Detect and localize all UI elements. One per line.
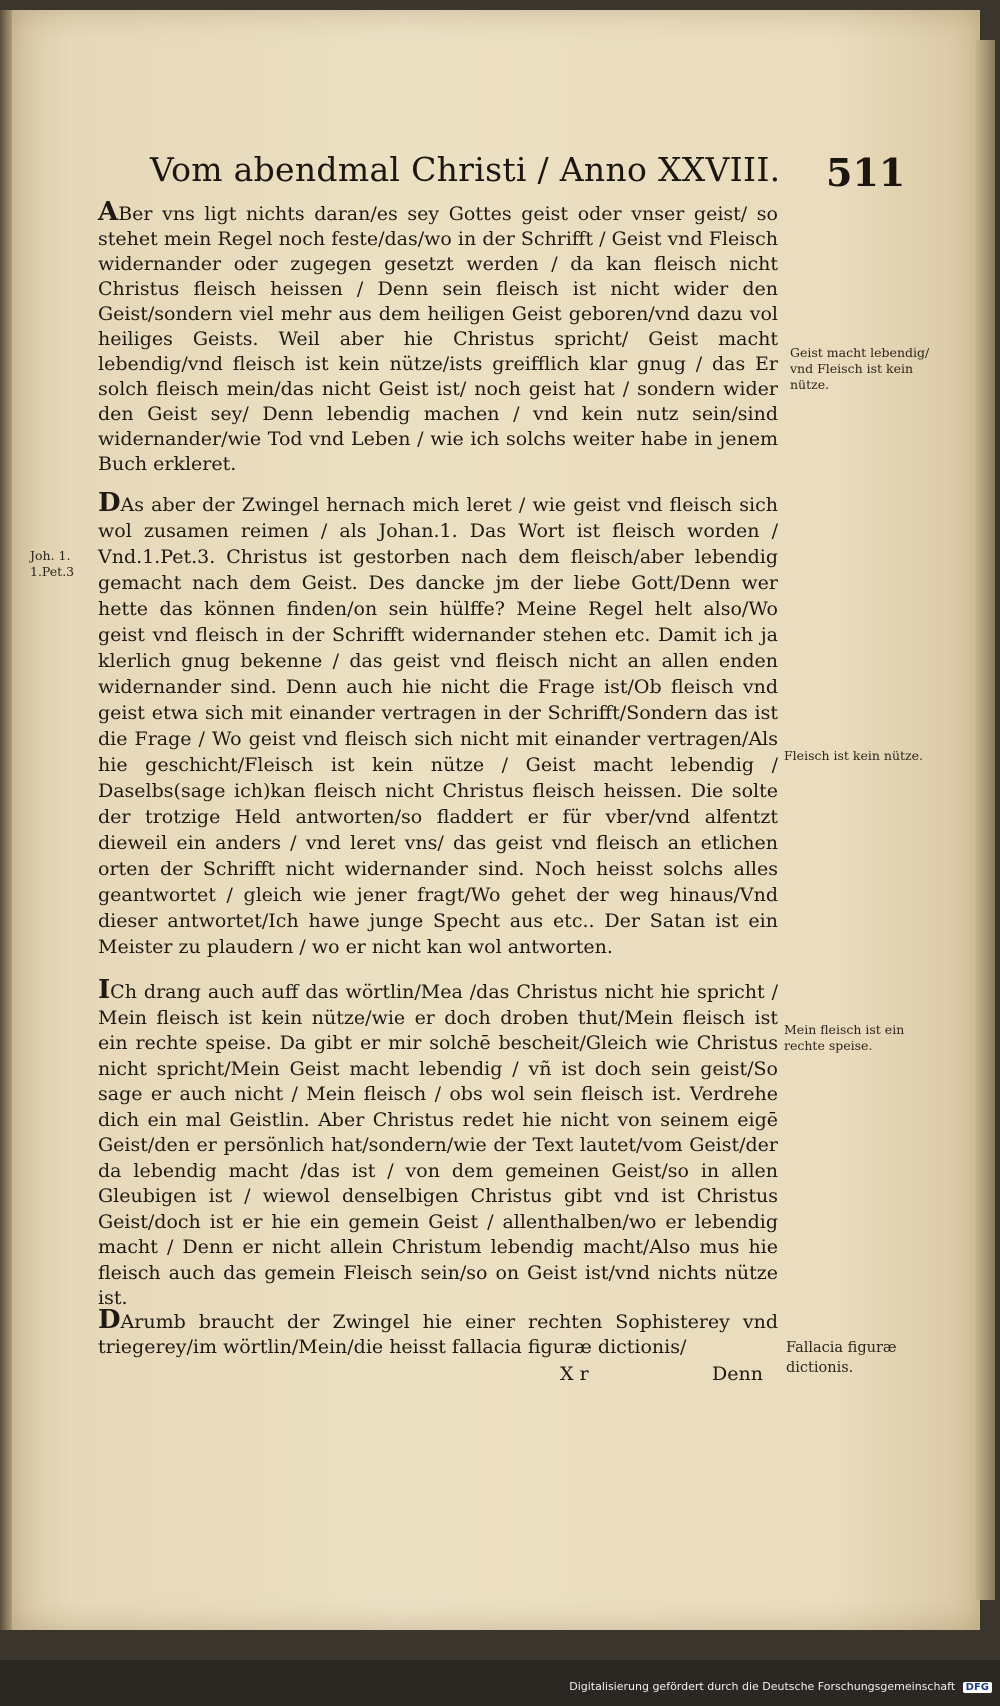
drop-initial: I bbox=[98, 975, 111, 1005]
signature-mark: X r bbox=[560, 1363, 589, 1385]
paragraph-text: As aber der Zwingel hernach mich leret / wie geist vnd fleisch sich wol zusamen reimen / als Johan.1. Das Wort ist fleisch worden / Vnd.1.Pet.3. Christus ist gestorben nach dem fleisch/aber lebendig gemacht nach dem Geist. Des dancke jm der liebe Gott/Denn wer hette das können finden/on sein hülffe? Meine Regel helt also/Wo geist vnd fleisch in der Schrifft widernander stehen etc. Damit ich ja klerlich gnug bekenne / das geist vnd fleisch nicht an allen enden widernander sind. Denn auch hie nicht die Frage ist/Ob fleisch vnd geist etwa sich mit einander vertragen in der Schrifft/Sondern das ist die Frage / Wo geist vnd fleisch sich nicht mit einander vertragen/Als hie geschicht/Fleisch ist kein nütze / Geist macht lebendig / Daselbs(sage ich)kan fleisch nicht Christus fleisch heissen. Die solte der trotzige Held antworten/so fladdert er für vber/vnd alfentzt dieweil ein anders / vnd leret vns/ das geist vnd fleisch an etlichen orten der Schrifft nicht widernander sind. Noch heisst solchs alles geantwortet / gleich wie jener fragt/Wo gehet der weg hinaus/Vnd dieser antwortet/Ich hawe junge Specht aus etc.. Der Satan ist ein Meister zu plaudern / wo er nicht kan wol antworten. bbox=[98, 494, 778, 958]
margin-note: Fleisch ist kein nütze. bbox=[784, 748, 923, 763]
catchword: Denn bbox=[712, 1363, 763, 1385]
paragraph bbox=[98, 197, 778, 477]
dfg-logo: DFG bbox=[963, 1682, 992, 1693]
footer-credit bbox=[0, 1680, 992, 1693]
paragraph bbox=[98, 975, 778, 1312]
paragraph-text: Ber vns ligt nichts daran/es sey Gottes geist oder vnser geist/ so stehet mein Regel noch feste/das/wo in der Schrifft / Geist vnd Fleisch widernander oder zugegen gesetzt werden / da kan fleisch nicht Christus fleisch heissen / Denn sein fleisch ist nicht wider den Geist/sondern viel mehr aus dem heiligen Geist geboren/vnd dazu vol heiliges Geists. Weil aber hie Christus spricht/ Geist macht lebendig/vnd fleisch ist kein nütze/ists greifflich klar gnug / das Er solch fleisch mein/das nicht Geist ist/ noch geist hat / sondern wider den Geist sey/ Denn lebendig machen / vnd kein nutz sein/sind widernander/wie Tod vnd Leben / wie ich solchs weiter habe in jenem Buch erkleret. bbox=[98, 203, 778, 475]
paragraph-text: Ch drang auch auff das wörtlin/Mea /das Christus nicht hie spricht / Mein fleisch ist kein nütze/wie er doch droben thut/Mein fleisch ist ein rechte speise. Da gibt er mir solchē bescheit/Gleich wie Christus nicht spricht/Mein Geist macht lebendig / vñ ist doch sein geist/So sage er auch nicht / Mein fleisch / obs wol sein fleisch ist. Verdrehe dich ein mal Geistlin. Aber Christus redet hie nicht von seinem eigē Geist/den er persönlich hat/sondern/wie der Text lautet/vom Geist/der da lebendig macht /das ist / von dem gemeinen Geist/so in allen Gleubigen ist / wiewol denselbigen Christus gibt vnd ist Christus Geist/doch ist er hie ein gemein Geist / allenthalben/wo er lebendig macht / Denn er nicht allein Christum lebendig macht/Also mus hie fleisch auch das gemein Fleisch sein/so on Geist ist/vnd nichts nütze ist. bbox=[98, 981, 778, 1309]
margin-note: Geist macht lebendig/ vnd Fleisch ist kein nütze. bbox=[790, 345, 930, 392]
paragraph bbox=[98, 1305, 778, 1360]
page-edge-right bbox=[975, 40, 995, 1600]
footer-credit-text: Digitalisierung gefördert durch die Deutsche Forschungsgemeinschaft bbox=[569, 1680, 956, 1693]
running-title: Vom abendmal Christi / Anno XXVIII. bbox=[150, 150, 781, 189]
margin-note: Mein fleisch ist ein rechte speise. bbox=[784, 1022, 905, 1053]
margin-note: Joh. 1. 1.Pet.3 bbox=[30, 548, 75, 579]
drop-initial: D bbox=[98, 488, 121, 518]
paragraph bbox=[98, 490, 778, 960]
margin-note: Fallacia figuræ dictionis. bbox=[786, 1340, 897, 1376]
page-number: 511 bbox=[826, 150, 906, 195]
paragraph-text: Arumb braucht der Zwingel hie einer rechten Sophisterey vnd triegerey/im wörtlin/Mein/die heisst fallacia figuræ dictionis/ bbox=[98, 1311, 778, 1358]
drop-initial: A bbox=[98, 197, 119, 227]
drop-initial: D bbox=[98, 1305, 121, 1335]
